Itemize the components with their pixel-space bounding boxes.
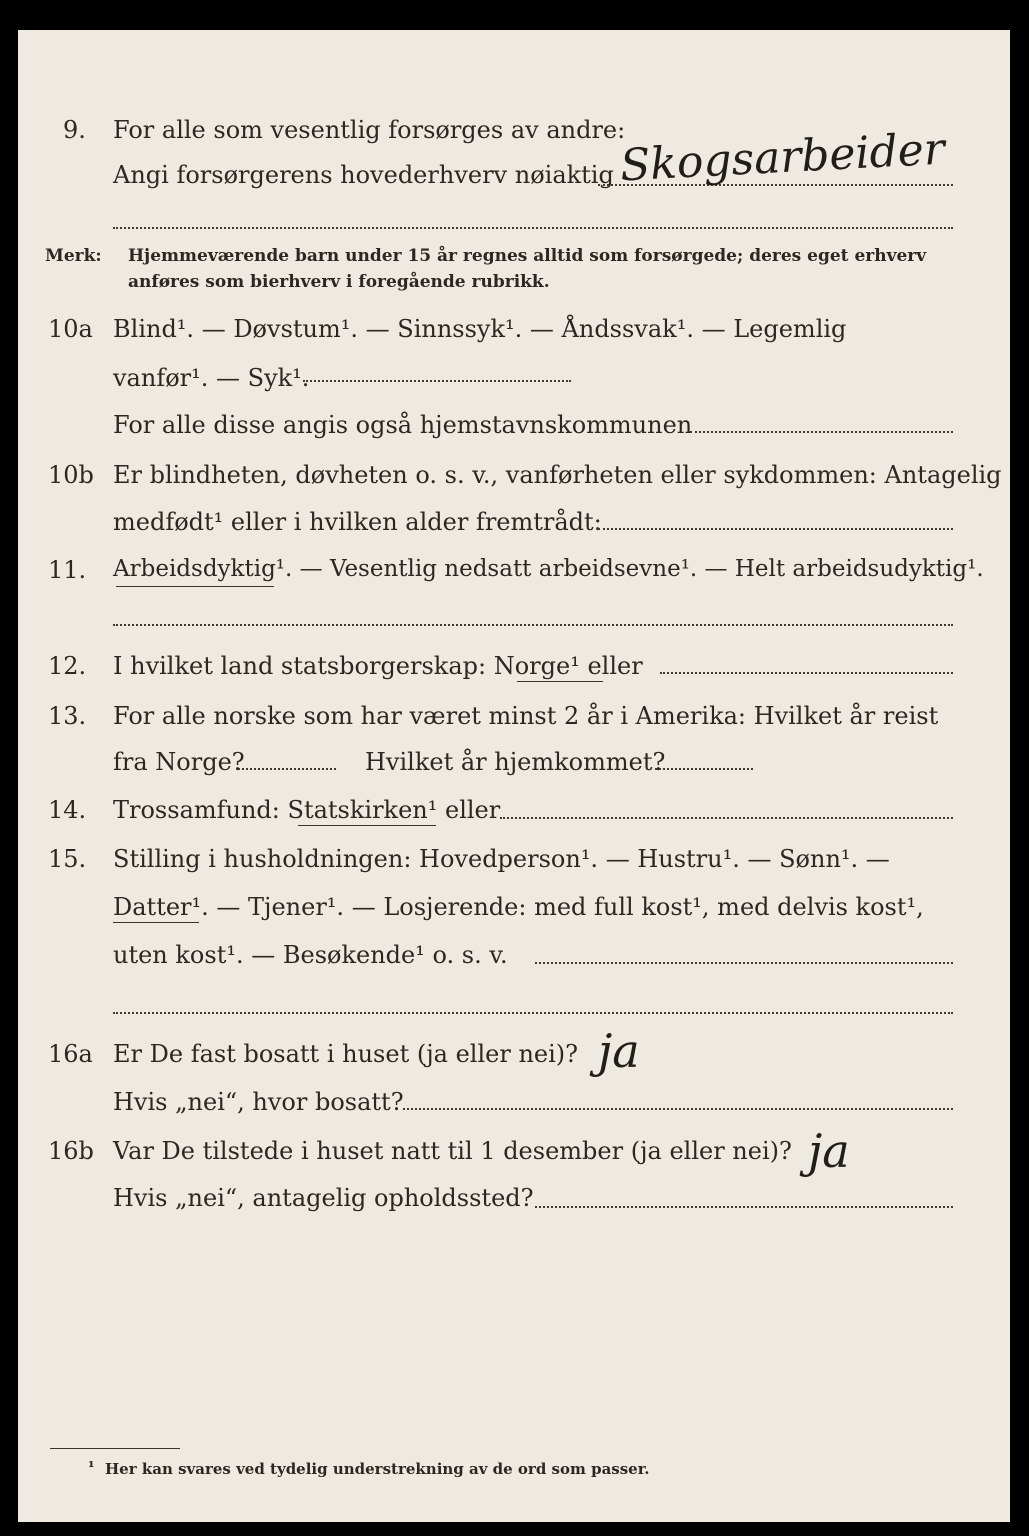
q11-number: 11. (48, 556, 87, 584)
q12-text-line1: I hvilket land statsborgerskap: Norge¹ eller (113, 652, 643, 680)
q10b-number: 10b (48, 461, 94, 489)
q16b-number: 16b (48, 1137, 94, 1165)
q10a-answer-line (303, 380, 571, 382)
q9-text-line2: Angi forsørgerens hovederhverv nøiaktig (113, 161, 614, 189)
q15-text-line1: Stilling i husholdningen: Hovedperson¹. — Hustru¹. — Sønn¹. — (113, 845, 890, 873)
q14-answer-line (500, 817, 953, 819)
merk-label: Merk: (45, 246, 102, 266)
q16a-answer-line (403, 1108, 953, 1110)
q16a-text-line2: Hvis „nei“, hvor bosatt? (113, 1088, 404, 1116)
q15-answer-underline (113, 922, 199, 923)
section-divider (113, 227, 953, 229)
q15-answer-line (535, 962, 953, 964)
footnote-text: Her kan svares ved tydelig understrekning av de ord som passer. (105, 1460, 650, 1478)
q16b-text-line1: Var De tilstede i huset natt til 1 desember (ja eller nei)? (113, 1137, 792, 1165)
q10b-answer-line (598, 528, 953, 530)
q13-reist-line (238, 768, 336, 770)
q13-hjemkommet-line (655, 768, 753, 770)
q15-text-line3: uten kost¹. — Besøkende¹ o. s. v. (113, 941, 508, 969)
q13-number: 13. (48, 702, 87, 730)
q9-text-line1: For alle som vesentlig forsørges av andre: (113, 116, 626, 144)
section-divider (113, 1012, 953, 1014)
q10a-text-line2: vanfør¹. — Syk¹. (113, 364, 310, 392)
q9-handwritten-answer: Skogsarbeider (618, 123, 946, 192)
q13-text-line2b: Hvilket år hjemkommet? (365, 748, 666, 776)
q10a-number: 10a (48, 315, 93, 343)
q12-answer-line (660, 672, 953, 674)
q16b-text-line2: Hvis „nei“, antagelig opholdssted? (113, 1184, 534, 1212)
q14-answer-underline (298, 825, 436, 826)
q10a-text-line3: For alle disse angis også hjemstavnskommunen (113, 411, 693, 439)
q13-text-line2a: fra Norge? (113, 748, 245, 776)
q14-number: 14. (48, 796, 87, 824)
q13-text-line1: For alle norske som har været minst 2 år i Amerika: Hvilket år reist (113, 702, 939, 730)
q16b-answer-line (535, 1206, 953, 1208)
q10b-text-line2: medfødt¹ eller i hvilken alder fremtrådt: (113, 508, 602, 536)
q10b-text-line1: Er blindheten, døvheten o. s. v., vanførheten eller sykdommen: Antagelig (113, 461, 1002, 489)
q10a-text-line1: Blind¹. — Døvstum¹. — Sinnssyk¹. — Åndssvak¹. — Legemlig (113, 315, 847, 343)
q11-answer-line (113, 624, 953, 626)
merk-text-line1: Hjemmeværende barn under 15 år regnes alltid som forsørgede; deres eget erhverv (128, 246, 927, 266)
q16b-handwritten-answer: ja (808, 1124, 850, 1178)
q9-number: 9. (63, 116, 86, 144)
q15-number: 15. (48, 845, 87, 873)
q10a-hjemstavn-line (690, 431, 953, 433)
q12-answer-underline (517, 681, 603, 682)
q15-text-line2: Datter¹. — Tjener¹. — Losjerende: med full kost¹, med delvis kost¹, (113, 893, 924, 921)
q12-number: 12. (48, 652, 87, 680)
q16a-handwritten-answer: ja (598, 1024, 640, 1078)
merk-text-line2: anføres som bierhverv i foregående rubrikk. (128, 272, 550, 292)
q16a-text-line1: Er De fast bosatt i huset (ja eller nei)? (113, 1040, 579, 1068)
q11-text-line1: Arbeidsdyktig¹. — Vesentlig nedsatt arbeidsevne¹. — Helt arbeidsudyktig¹. (113, 556, 984, 582)
q16a-number: 16a (48, 1040, 93, 1068)
q11-answer-underline (116, 586, 274, 587)
q14-text-line1: Trossamfund: Statskirken¹ eller (113, 796, 501, 824)
footnote-mark: ¹ (88, 1458, 95, 1476)
footnote-rule (50, 1448, 180, 1449)
